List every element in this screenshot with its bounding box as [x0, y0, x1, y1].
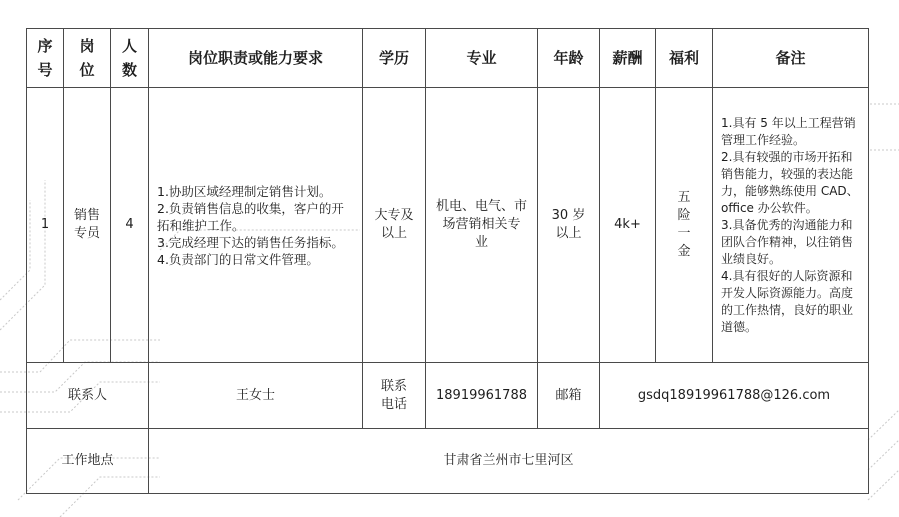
- cell-benefits: 五 险 一 金: [656, 88, 713, 363]
- header-age: 年龄: [538, 29, 600, 88]
- contact-phone-value: 18919961788: [426, 363, 538, 429]
- header-major: 专业: [426, 29, 538, 88]
- header-remarks: 备注: [713, 29, 869, 88]
- location-value: 甘肃省兰州市七里河区: [149, 429, 869, 494]
- contact-email-value: gsdq18919961788@126.com: [600, 363, 869, 429]
- cell-age: 30 岁 以上: [538, 88, 600, 363]
- table-row: [27, 88, 869, 363]
- contact-row: [27, 363, 869, 429]
- cell-count: 4: [111, 88, 149, 363]
- header-count: 人 数: [111, 29, 149, 88]
- cell-salary: 4k+: [600, 88, 656, 363]
- cell-major: 机电、电气、市 场营销相关专 业: [426, 88, 538, 363]
- contact-person-value: 王女士: [149, 363, 363, 429]
- cell-remarks: 1.具有 5 年以上工程营销管理工作经验。 2.具有较强的市场开拓和销售能力，较强的表达能力，能够熟练使用 CAD、office 办公软件。 3.具备优秀的沟通能力和团队合作精神，以往销售业绩良好。 4.具有很好的人际资源和开发人际资源能力。高度的工作热情，良好的职业道德。: [713, 88, 869, 363]
- header-benefits: 福利: [656, 29, 713, 88]
- cell-post: 销售 专员: [64, 88, 111, 363]
- contact-phone-label: 联系 电话: [363, 363, 426, 429]
- cell-seq: 1: [27, 88, 64, 363]
- header-post: 岗 位: [64, 29, 111, 88]
- location-row: [27, 429, 869, 494]
- header-education: 学历: [363, 29, 426, 88]
- contact-email-label: 邮箱: [538, 363, 600, 429]
- header-duties: 岗位职责或能力要求: [149, 29, 363, 88]
- recruitment-table: [26, 28, 869, 494]
- header-salary: 薪酬: [600, 29, 656, 88]
- cell-duties: 1.协助区域经理制定销售计划。 2.负责销售信息的收集，客户的开拓和维护工作。 3.完成经理下达的销售任务指标。 4.负责部门的日常文件管理。: [149, 88, 363, 363]
- table-header-row: [27, 29, 869, 88]
- header-seq: 序 号: [27, 29, 64, 88]
- location-label: 工作地点: [27, 429, 149, 494]
- contact-person-label: 联系人: [27, 363, 149, 429]
- cell-education: 大专及 以上: [363, 88, 426, 363]
